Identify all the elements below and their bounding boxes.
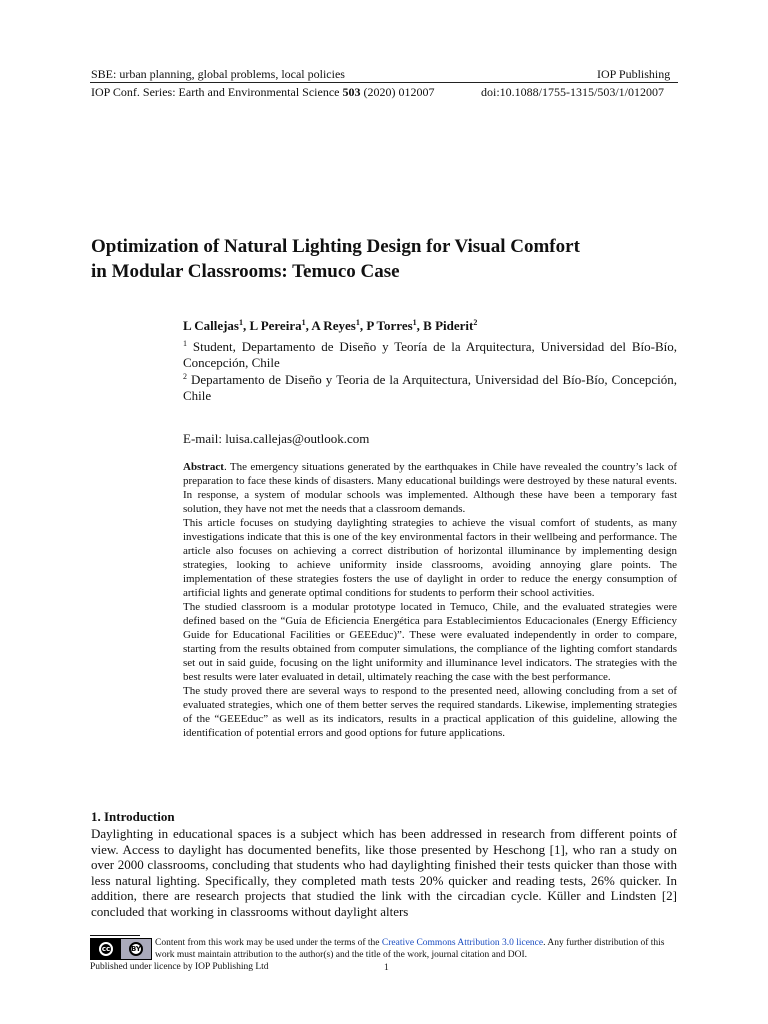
author-name: L Callejas (183, 318, 239, 333)
author-affiliation-mark: 2 (473, 318, 478, 327)
author-name: L Pereira (249, 318, 302, 333)
series-name: IOP Conf. Series: Earth and Environmental Science (91, 85, 343, 99)
abstract (183, 460, 677, 740)
contact-email[interactable]: E-mail: luisa.callejas@outlook.com (183, 431, 370, 446)
by-icon: BY (129, 942, 143, 956)
section-heading-introduction: 1. Introduction (91, 809, 175, 824)
license-text-post: . Any further distribution of this work must maintain attribution to the author(s) and the title of the work, journal citation and DOI. (155, 938, 665, 960)
author-affiliation-mark: 1 (238, 318, 243, 327)
abstract-paragraph-3: The studied classroom is a modular prototype located in Temuco, Chile, and the evaluated strategies were defined based on the “Guía de Eficiencia Energética para Establecimientos Educacionales (Energy Efficiency Guide for Educational Facilities or GEEEduc)”. These were evaluated independently in order to compare, starting from the results obtained from computer simulations, the compliance of the lighting comfort standards set out in said guide, focusing on the light uniformity and illuminance level indicators. The strategies with the best results were later evaluated in detail, ultimately reaching the case with the best performance. (183, 601, 677, 683)
author-list (183, 314, 477, 335)
volume-number: 503 (342, 85, 361, 99)
license-text-pre: Content from this work may be used under the terms of the (155, 938, 382, 948)
published-under-licence: Published under licence by IOP Publishing Ltd (90, 962, 269, 972)
series-info (91, 85, 435, 99)
cc-logo-icon (91, 939, 121, 959)
running-header-conference: SBE: urban planning, global problems, local policies (91, 67, 345, 81)
title-line-2: in Modular Classrooms: Temuco Case (91, 261, 400, 282)
series-year-article: (2020) 012007 (360, 85, 435, 99)
title-line-1: Optimization of Natural Lighting Design for Visual Comfort (91, 236, 580, 257)
affiliation-number: 1 (183, 339, 187, 348)
license-notice (155, 937, 680, 961)
cc-icon: cc (99, 942, 113, 956)
introduction-text: Daylighting in educational spaces is a subject which has been addressed in research from different points of view. Access to daylight has documented benefits, like those presented by Heschong [1], who ran a study on over 2000 classrooms, concluding that students who had daylighting finished their tests quicker than those with less natural lighting. Specifically, they completed math tests 20% quicker and reading tests, 26% quicker. In addition, there are research projects that studied the link with the circadian cycle. Küller and Lindsten [2] concluded that working in classrooms without daylight alters (91, 826, 677, 919)
affiliation-1 (183, 336, 677, 370)
affiliation-text: Departamento de Diseño y Teoria de la Arquitectura, Universidad del Bío-Bío, Concepción, Chile (183, 372, 677, 403)
footer-rule (90, 935, 140, 936)
author-separator: , (416, 318, 424, 333)
abstract-text: . The emergency situations generated by the earthquakes in Chile have revealed the country’s lack of preparation to face these kinds of disasters. Many educational buildings were destroyed by these natural events. In response, a system of modular schools was implemented. Although these have been a temporary fast solution, they have not met the needs that a classroom demands. (183, 461, 677, 515)
author-affiliation-mark: 1 (355, 318, 360, 327)
author-affiliation-mark: 1 (412, 318, 417, 327)
cc-by-license-badge[interactable] (90, 938, 152, 960)
affiliation-text: Student, Departamento de Diseño y Teoría de la Arquitectura, Universidad del Bío-Bío, Concepción, Chile (183, 339, 677, 370)
author-affiliation-mark: 1 (301, 318, 306, 327)
page-number: 1 (384, 963, 389, 973)
author-separator: , (359, 318, 367, 333)
author-separator: , (305, 318, 312, 333)
doi[interactable]: doi:10.1088/1755-1315/503/1/012007 (481, 85, 664, 99)
header-rule (90, 82, 678, 83)
attribution-icon (121, 939, 151, 959)
author-name: A Reyes (311, 318, 356, 333)
affiliation-2 (183, 369, 677, 403)
paper-title (91, 234, 691, 284)
abstract-paragraph-1 (183, 460, 677, 516)
abstract-label: Abstract (183, 461, 224, 473)
affiliation-number: 2 (183, 372, 187, 381)
abstract-paragraph-2: This article focuses on studying daylighting strategies to achieve the visual comfort of students, as many investigations indicate that this is one of the key environmental factors in their wellbeing and performance. The article also focuses on achieving a correct distribution of horizontal illuminance by implementing design strategies, looking to achieve uniformity inside classrooms, avoiding annoying glare points. The implementation of these strategies fosters the use of daylight in order to reduce the energy consumption of artificial lights and generate optimal conditions for students to perform their school activities. (183, 517, 677, 599)
author-separator: , (242, 318, 250, 333)
running-header-publisher: IOP Publishing (597, 67, 671, 81)
author-name: B Piderit (423, 318, 474, 333)
author-name: P Torres (366, 318, 413, 333)
abstract-paragraph-4: The study proved there are several ways to respond to the presented need, allowing concluding from a set of evaluated strategies, which one of them better serves the required standards. Likewise, implementing strategies of the “GEEEduc” as well as its indicators, results in a practical application of this guideline, allowing the identification of potential errors and good options for future applications. (183, 685, 677, 739)
license-link[interactable]: Creative Commons Attribution 3.0 licence (381, 938, 544, 948)
